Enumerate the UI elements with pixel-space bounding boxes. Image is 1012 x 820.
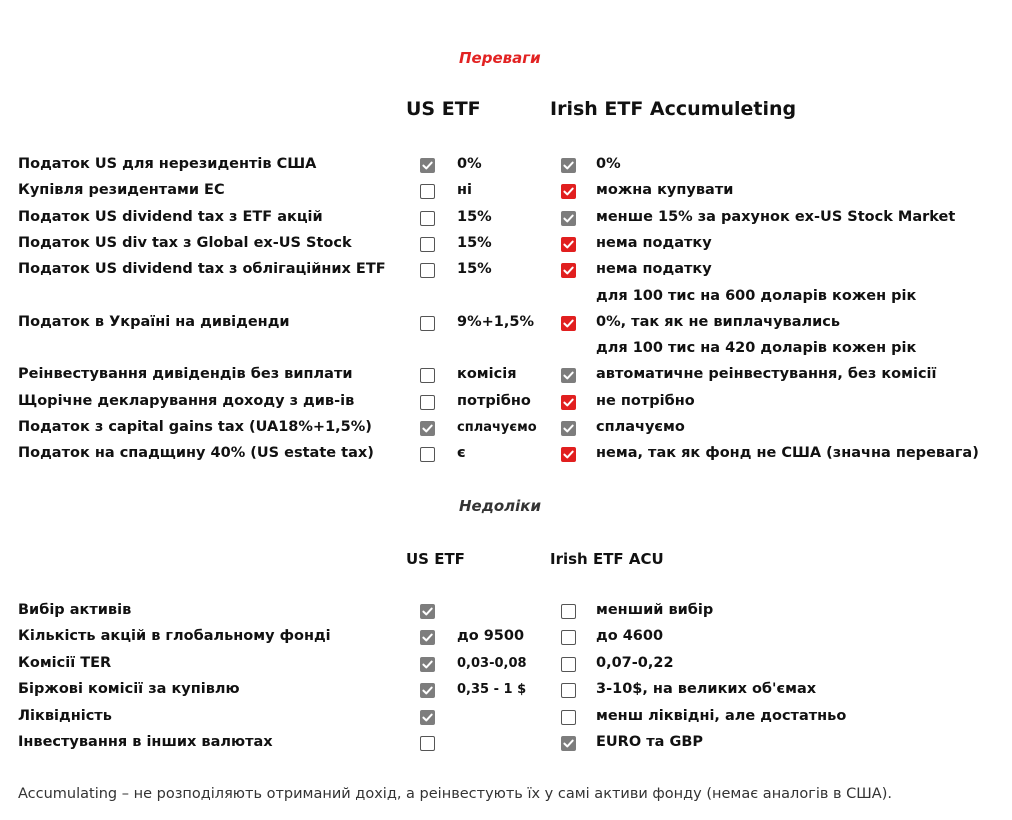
us-etf-value: 9%+1,5% [457, 313, 534, 330]
row-label: Податок US для нерезидентів США [18, 156, 317, 172]
us-etf-value: до 9500 [457, 628, 525, 645]
irish-etf-checkbox[interactable] [561, 263, 576, 278]
irish-etf-checkbox[interactable] [561, 237, 576, 252]
irish-etf-checkbox[interactable] [561, 395, 576, 410]
us-etf-value: 15% [457, 208, 492, 225]
irish-etf-value: EURO та GBP [596, 734, 704, 750]
disadvantages-title: Недоліки [459, 497, 541, 515]
row-label: Вибір активів [18, 602, 132, 618]
irish-etf-checkbox[interactable] [561, 604, 576, 619]
irish-etf-value: можна купувати [596, 182, 734, 199]
us-etf-checkbox[interactable] [420, 630, 435, 645]
irish-etf-value: менший вибір [596, 602, 714, 618]
us-etf-value: потрібно [457, 392, 531, 409]
row-label: Купівля резидентами ЕС [18, 182, 225, 199]
advantages-col-irish-etf: Irish ETF Accumuleting [550, 98, 797, 120]
irish-etf-value: нема, так як фонд не США (значна перевага) [596, 445, 979, 462]
irish-etf-value: не потрібно [596, 392, 695, 409]
us-etf-checkbox[interactable] [420, 657, 435, 672]
irish-etf-value: нема податку [596, 234, 712, 251]
irish-etf-value: менш ліквідні, але достатньо [596, 707, 847, 724]
us-etf-checkbox[interactable] [420, 683, 435, 698]
us-etf-checkbox[interactable] [420, 158, 435, 173]
irish-etf-value: нема податку [596, 261, 712, 278]
row-label: Податок на спадщину 40% (US estate tax) [18, 445, 374, 462]
us-etf-value: комісія [457, 366, 517, 383]
irish-etf-checkbox[interactable] [561, 211, 576, 226]
row-label: Податок в Україні на дивіденди [18, 313, 290, 330]
us-etf-value: є [457, 445, 466, 462]
irish-etf-checkbox[interactable] [561, 316, 576, 331]
row-label: Податок US div tax з Global ex-US Stock [18, 234, 352, 251]
disadvantages-col-us-etf: US ETF [406, 550, 465, 568]
irish-etf-checkbox[interactable] [561, 630, 576, 645]
us-etf-checkbox[interactable] [420, 184, 435, 199]
irish-etf-checkbox[interactable] [561, 447, 576, 462]
irish-etf-value: 3-10$, на великих об'ємах [596, 681, 817, 698]
irish-etf-checkbox[interactable] [561, 184, 576, 199]
row-label: Щорічне декларування доходу з див-ів [18, 392, 355, 409]
irish-etf-value: менше 15% за рахунок ex-US Stock Market [596, 208, 956, 225]
row-label: Біржові комісії за купівлю [18, 681, 240, 698]
irish-etf-checkbox[interactable] [561, 421, 576, 436]
row-label: Реінвестування дивідендів без виплати [18, 366, 353, 383]
us-etf-value: 15% [457, 261, 492, 278]
footnote: Accumulating – не розподіляють отриманий дохід, а реінвестують їх у самі активи фонду (немає аналогів в США). [18, 786, 892, 802]
irish-etf-value: 0% [596, 156, 621, 172]
advantages-col-us-etf: US ETF [406, 98, 481, 120]
advantages-title: Переваги [459, 49, 541, 67]
irish-etf-value: для 100 тис на 600 доларів кожен рік [596, 287, 917, 304]
us-etf-checkbox[interactable] [420, 263, 435, 278]
us-etf-checkbox[interactable] [420, 316, 435, 331]
irish-etf-checkbox[interactable] [561, 158, 576, 173]
us-etf-value: 15% [457, 234, 492, 251]
row-label: Податок US dividend tax з облігаційних ETF [18, 261, 386, 278]
irish-etf-value: для 100 тис на 420 доларів кожен рік [596, 340, 917, 357]
us-etf-checkbox[interactable] [420, 368, 435, 383]
us-etf-value: 0% [457, 156, 482, 172]
us-etf-checkbox[interactable] [420, 447, 435, 462]
us-etf-value: сплачуємо [457, 420, 537, 435]
us-etf-checkbox[interactable] [420, 421, 435, 436]
irish-etf-checkbox[interactable] [561, 710, 576, 725]
us-etf-checkbox[interactable] [420, 736, 435, 751]
irish-etf-checkbox[interactable] [561, 368, 576, 383]
us-etf-checkbox[interactable] [420, 211, 435, 226]
us-etf-checkbox[interactable] [420, 237, 435, 252]
us-etf-checkbox[interactable] [420, 604, 435, 619]
disadvantages-col-irish-etf: Irish ETF ACU [550, 550, 664, 568]
row-label: Ліквідність [18, 707, 112, 724]
row-label: Податок з capital gains tax (UA18%+1,5%) [18, 419, 372, 435]
us-etf-checkbox[interactable] [420, 710, 435, 725]
us-etf-value: 0,03-0,08 [457, 655, 527, 671]
irish-etf-value: 0,07-0,22 [596, 654, 674, 671]
irish-etf-checkbox[interactable] [561, 736, 576, 751]
irish-etf-checkbox[interactable] [561, 657, 576, 672]
row-label: Кількість акцій в глобальному фонді [18, 628, 331, 645]
row-label: Інвестування в інших валютах [18, 734, 273, 750]
irish-etf-value: 0%, так як не виплачувались [596, 313, 841, 330]
irish-etf-value: автоматичне реінвестування, без комісії [596, 366, 937, 383]
us-etf-value: ні [457, 182, 472, 199]
irish-etf-value: до 4600 [596, 628, 664, 645]
row-label: Податок US dividend tax з ETF акцій [18, 208, 323, 225]
irish-etf-checkbox[interactable] [561, 683, 576, 698]
irish-etf-value: сплачуємо [596, 419, 685, 435]
row-label: Комісії TER [18, 654, 112, 671]
us-etf-checkbox[interactable] [420, 395, 435, 410]
us-etf-value: 0,35 - 1 $ [457, 682, 527, 698]
